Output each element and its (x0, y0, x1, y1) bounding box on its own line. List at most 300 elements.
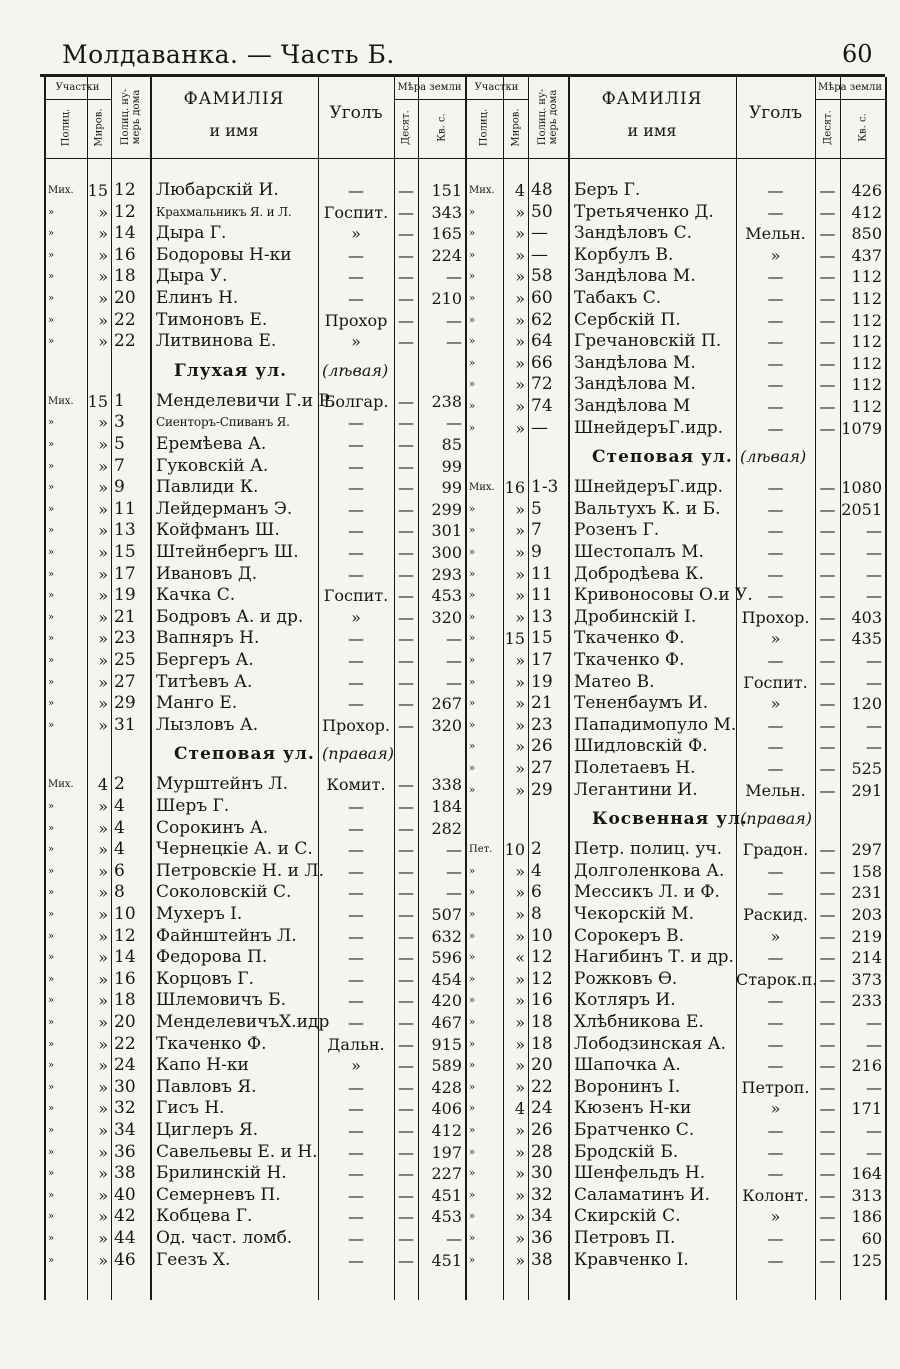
house-number-cell: 22 (114, 1033, 136, 1054)
area-cell: — (866, 672, 882, 692)
name-cell: Крахмальникъ Я. и Л. (156, 204, 292, 219)
house-number-cell: — (531, 417, 548, 438)
area-cell: — (866, 1142, 882, 1162)
police-cell: » (469, 633, 476, 645)
page-title: Молдаванка. — Часть Б. (62, 40, 395, 69)
table-row (0, 672, 900, 694)
corner-cell: Старок.п. (736, 969, 818, 989)
police-cell: Мих. (469, 482, 495, 494)
house-number-cell: 24 (531, 1098, 553, 1119)
mirovoy-cell: » (515, 353, 525, 373)
table-row (0, 477, 900, 499)
area-cell: 112 (851, 267, 882, 287)
corner-cell: » (770, 629, 781, 649)
mirovoy-cell: » (515, 332, 525, 352)
area-cell: 1079 (841, 418, 882, 438)
name-cell: Мессикъ Л. и Ф. (574, 882, 720, 903)
header-uchastki: Участки (55, 82, 100, 93)
area-cell: 343 (431, 202, 462, 222)
header-surname: ФАМИЛІЯ (183, 89, 285, 109)
area-cell: 467 (431, 1013, 462, 1032)
house-number-cell: 17 (531, 650, 553, 670)
desyatina-cell: — (398, 926, 414, 946)
house-number-cell: 5 (114, 434, 125, 454)
desyatina-cell: — (819, 883, 836, 903)
house-number-cell: 26 (531, 1120, 553, 1140)
corner-cell: — (767, 397, 784, 416)
house-number-cell: 19 (531, 671, 553, 692)
mirovoy-cell: » (515, 926, 525, 946)
name-cell: Розенъ Г. (574, 520, 660, 541)
name-cell: Лейдерманъ Э. (156, 498, 293, 519)
area-cell: 453 (431, 1207, 462, 1227)
mirovoy-cell: » (98, 499, 108, 519)
desyatina-cell: — (398, 797, 414, 816)
police-cell: » (469, 952, 476, 964)
mirovoy-cell: » (98, 607, 108, 627)
desyatina-cell: — (819, 224, 836, 244)
desyatina-cell: — (398, 267, 414, 287)
name-cell: Мухеръ І. (156, 904, 243, 924)
name-cell: Тененбаумъ И. (574, 693, 709, 714)
name-cell: Рожковъ Ѳ. (574, 968, 678, 989)
mirovoy-cell: » (515, 715, 525, 735)
desyatina-cell: — (398, 694, 414, 714)
name-cell: Долголенкова А. (574, 860, 725, 881)
name-cell: Петровскіе Н. и Л. (156, 860, 324, 881)
desyatina-cell: — (398, 1164, 414, 1184)
area-cell: 426 (851, 181, 882, 200)
name-cell: Воронинъ І. (574, 1076, 681, 1097)
corner-cell: — (348, 521, 364, 541)
mirovoy-cell: » (515, 991, 525, 1011)
house-number-cell: 22 (531, 1076, 553, 1097)
corner-cell: — (348, 926, 364, 946)
desyatina-cell: — (819, 780, 836, 800)
street-side-label: (лѣвая) (740, 447, 807, 467)
name-cell: Гисъ Н. (156, 1098, 225, 1119)
corner-cell: — (348, 456, 364, 476)
mirovoy-cell: » (98, 543, 108, 562)
mirovoy-cell: » (515, 586, 525, 606)
police-cell: » (48, 314, 55, 326)
area-cell: 2051 (841, 499, 882, 519)
house-number-cell: 23 (531, 714, 553, 735)
desyatina-cell: — (819, 991, 836, 1011)
corner-cell: — (348, 435, 364, 454)
street-side-label: (правая) (740, 809, 813, 829)
table-row (0, 1206, 900, 1228)
header-land-measure: Мѣра земли (818, 82, 882, 93)
house-number-cell: 4 (114, 839, 125, 860)
header-mirov: Миров. (93, 107, 105, 147)
desyatina-cell: — (398, 969, 414, 989)
area-cell: 219 (851, 926, 882, 946)
desyatina-cell: — (398, 1142, 414, 1162)
name-cell: Менделевичи Г.и Р. (156, 390, 336, 411)
name-cell: Шенфельдъ Н. (574, 1163, 706, 1184)
mirovoy-cell: 4 (514, 181, 525, 200)
police-cell: » (48, 1081, 55, 1093)
desyatina-cell: — (398, 1056, 414, 1076)
police-cell: » (48, 995, 55, 1007)
desyatina-cell: — (819, 948, 836, 968)
police-cell: » (48, 1125, 55, 1136)
police-cell: » (469, 1254, 476, 1266)
corner-cell: — (348, 651, 364, 670)
name-cell: Титѣевъ А. (156, 671, 253, 692)
corner-cell: — (767, 289, 784, 308)
house-number-cell: 12 (114, 201, 136, 222)
area-cell: 112 (851, 375, 882, 395)
desyatina-cell: — (398, 224, 414, 244)
desyatina-cell: — (819, 926, 836, 946)
house-number-cell: 72 (531, 374, 553, 395)
police-cell: » (48, 568, 55, 580)
desyatina-cell: — (819, 267, 836, 287)
house-number-cell: 42 (114, 1206, 136, 1227)
police-cell: » (48, 1038, 55, 1050)
mirovoy-cell: » (98, 435, 108, 454)
table-row (0, 585, 900, 607)
corner-cell: — (348, 478, 364, 498)
table-row (0, 758, 900, 780)
house-number-cell: 32 (531, 1184, 553, 1205)
area-cell: 112 (851, 310, 882, 330)
house-number-cell: 1 (114, 390, 125, 411)
table-row (0, 882, 900, 904)
house-number-cell: 14 (114, 223, 136, 244)
police-cell: » (469, 357, 476, 369)
desyatina-cell: — (819, 1185, 836, 1205)
mirovoy-cell: » (515, 780, 525, 800)
desyatina-cell: — (398, 1185, 414, 1205)
corner-cell: — (348, 564, 364, 584)
name-cell: Чекорскій М. (574, 904, 695, 924)
desyatina-cell: — (398, 413, 414, 433)
mirovoy-cell: » (98, 651, 108, 670)
name-cell: Лызловъ А. (156, 714, 259, 735)
name-cell: Корцовъ Г. (156, 968, 254, 989)
corner-cell: — (767, 861, 784, 881)
house-number-cell: 34 (531, 1206, 553, 1227)
name-cell: Семерневъ П. (156, 1184, 281, 1205)
area-cell: 373 (851, 969, 882, 989)
corner-cell: Прохор. (322, 715, 390, 735)
corner-cell: — (348, 883, 364, 903)
name-cell: Шидловскій Ф. (574, 736, 708, 757)
house-number-cell: 32 (114, 1098, 136, 1119)
table-row (0, 926, 900, 948)
area-cell: 112 (851, 397, 882, 416)
mirovoy-cell: » (515, 245, 525, 265)
house-number-cell: 23 (114, 628, 136, 649)
area-cell: 507 (431, 905, 462, 924)
area-cell: 596 (431, 948, 462, 968)
mirovoy-cell: » (98, 715, 108, 735)
column-divider (87, 99, 88, 158)
desyatina-cell: — (398, 456, 414, 476)
desyatina-cell: — (819, 521, 836, 541)
column-divider (503, 99, 504, 158)
house-number-cell: 9 (114, 477, 125, 498)
table-row (0, 1098, 900, 1120)
name-cell: Кобцева Г. (156, 1206, 253, 1227)
police-cell: » (48, 633, 55, 645)
area-cell: — (866, 1013, 882, 1032)
name-cell: Корбулъ В. (574, 244, 674, 265)
house-number-cell: 21 (531, 693, 553, 714)
house-number-cell: 12 (114, 925, 136, 946)
corner-cell: — (767, 499, 784, 519)
name-cell: Петровъ П. (574, 1228, 676, 1248)
desyatina-cell: — (398, 1229, 414, 1248)
top-rule (40, 74, 885, 77)
table-row (0, 542, 900, 564)
desyatina-cell: — (819, 332, 836, 352)
corner-cell: — (348, 1185, 364, 1205)
name-cell: Зандѣловъ С. (574, 223, 693, 244)
area-cell: — (446, 267, 462, 287)
name-cell: Братченко С. (574, 1120, 695, 1140)
name-cell: Шапочка А. (574, 1055, 681, 1076)
police-cell: » (48, 503, 55, 515)
name-cell: Табакъ С. (574, 288, 662, 308)
name-cell: Скирскій С. (574, 1206, 681, 1227)
area-cell: 85 (441, 435, 462, 454)
name-cell: Шеръ Г. (156, 796, 230, 816)
area-cell: 293 (431, 564, 462, 584)
corner-cell: — (767, 883, 784, 903)
corner-cell: — (767, 202, 784, 222)
name-cell: Дыра У. (156, 266, 228, 287)
police-cell: » (469, 271, 476, 283)
corner-cell: — (348, 840, 364, 860)
area-cell: 1080 (841, 478, 882, 498)
header-mirov: Миров. (510, 107, 521, 147)
mirovoy-cell: 4 (97, 775, 108, 795)
police-cell: » (48, 844, 55, 856)
name-cell: Койфманъ Ш. (156, 520, 280, 541)
desyatina-cell: — (819, 759, 836, 778)
corner-cell: — (348, 1099, 364, 1119)
desyatina-cell: — (819, 310, 836, 330)
house-number-cell: 62 (531, 309, 553, 330)
desyatina-cell: — (819, 1142, 836, 1162)
corner-cell: — (348, 969, 364, 989)
mirovoy-cell: » (515, 1250, 525, 1270)
name-cell: Любарскій И. (156, 180, 279, 200)
police-cell: » (469, 1017, 476, 1028)
house-number-cell: 5 (531, 498, 542, 519)
house-number-cell: 8 (114, 882, 125, 903)
corner-cell: — (348, 672, 364, 692)
mirovoy-cell: » (98, 1013, 108, 1032)
house-number-cell: 15 (531, 628, 553, 649)
house-number-cell: 30 (531, 1163, 553, 1184)
desyatina-cell: — (819, 1056, 836, 1076)
corner-cell: — (348, 818, 364, 838)
desyatina-cell: — (819, 1207, 836, 1227)
area-cell: 850 (851, 224, 882, 244)
area-cell: 915 (431, 1034, 462, 1054)
name-cell: Зандѣлова М. (574, 374, 696, 395)
area-cell: — (446, 840, 462, 860)
mirovoy-cell: » (515, 224, 525, 244)
corner-cell: Градон. (742, 840, 809, 860)
police-cell: » (469, 401, 476, 412)
area-cell: 428 (431, 1077, 462, 1097)
mirovoy-cell: » (98, 1099, 108, 1119)
mirovoy-cell: » (98, 694, 108, 714)
mirovoy-cell: » (515, 310, 525, 330)
desyatina-cell: — (819, 1229, 836, 1248)
table-row (0, 266, 900, 288)
house-number-cell: 20 (114, 1012, 136, 1032)
name-cell: Файнштейнъ Л. (156, 925, 297, 946)
house-number-cell: 2 (531, 839, 542, 860)
name-cell: Федорова П. (156, 947, 268, 968)
area-cell: 171 (851, 1099, 882, 1119)
table-row (0, 288, 900, 310)
house-number-cell: 64 (531, 331, 553, 352)
desyatina-cell: — (819, 1077, 836, 1097)
house-number-cell: 36 (531, 1228, 553, 1248)
table-row (0, 1228, 900, 1250)
house-number-cell: 22 (114, 331, 136, 352)
desyatina-cell: — (819, 861, 836, 881)
name-cell: Бергеръ А. (156, 650, 254, 670)
header-poliz: Полиц. (60, 108, 71, 146)
desyatina-cell: — (398, 607, 414, 627)
desyatina-cell: — (398, 818, 414, 838)
area-cell: 216 (851, 1056, 882, 1076)
area-cell: 313 (851, 1185, 882, 1205)
name-cell: Котляръ И. (574, 990, 676, 1011)
desyatina-cell: — (398, 629, 414, 649)
desyatina-cell: — (398, 543, 414, 562)
police-cell: » (48, 698, 55, 710)
area-cell: 99 (441, 456, 462, 476)
area-cell: 406 (431, 1099, 462, 1119)
mirovoy-cell: 4 (514, 1099, 525, 1119)
desyatina-cell: — (819, 418, 836, 438)
mirovoy-cell: » (98, 245, 108, 265)
desyatina-cell: — (398, 991, 414, 1011)
area-cell: 203 (851, 905, 882, 924)
mirovoy-cell: » (98, 797, 108, 816)
mirovoy-cell: « (515, 948, 525, 968)
area-cell: 158 (851, 861, 882, 881)
area-cell: 184 (431, 797, 462, 816)
house-number-cell: 7 (531, 520, 542, 541)
corner-cell: — (767, 521, 784, 541)
desyatina-cell: — (819, 1121, 836, 1140)
name-cell: Хлѣбникова Е. (574, 1012, 704, 1032)
house-number-cell: 13 (114, 520, 136, 541)
police-cell: » (48, 1211, 55, 1223)
corner-cell: — (348, 1250, 364, 1270)
mirovoy-cell: » (515, 521, 525, 541)
house-number-cell: 25 (114, 650, 136, 670)
house-number-cell: 11 (531, 585, 553, 606)
mirovoy-cell: » (98, 586, 108, 606)
house-number-cell: — (531, 244, 548, 265)
name-cell: Савельевы Е. и Н. (156, 1141, 318, 1162)
house-number-cell: — (531, 223, 548, 244)
house-number-cell: 74 (531, 396, 553, 416)
mirovoy-cell: » (98, 521, 108, 541)
mirovoy-cell: » (515, 397, 525, 416)
desyatina-cell: — (819, 543, 836, 562)
police-cell: » (469, 1146, 476, 1158)
area-cell: — (446, 332, 462, 352)
house-number-cell: 18 (531, 1012, 553, 1032)
table-row (0, 969, 900, 991)
police-cell: » (48, 460, 55, 472)
area-cell: — (866, 521, 882, 541)
mirovoy-cell: » (98, 456, 108, 476)
header-poliz: Полиц. (478, 108, 490, 146)
corner-cell: — (767, 586, 784, 606)
corner-cell: — (348, 181, 364, 200)
corner-cell: Петроп. (741, 1077, 810, 1097)
house-number-cell: 13 (531, 606, 553, 627)
police-cell: » (48, 206, 55, 218)
house-number-cell: 30 (114, 1076, 136, 1097)
mirovoy-cell: » (98, 1164, 108, 1184)
police-cell: » (469, 763, 476, 774)
name-cell: Сиенторъ-Спиванъ Я. (156, 415, 290, 430)
house-number-cell: 4 (114, 796, 125, 816)
corner-cell: — (348, 543, 364, 562)
area-cell: 112 (851, 332, 882, 352)
name-cell: Манго Е. (156, 693, 238, 714)
police-cell: » (48, 525, 55, 537)
mirovoy-cell: » (98, 413, 108, 433)
area-cell: 420 (431, 991, 462, 1011)
mirovoy-cell: » (515, 905, 525, 924)
desyatina-cell: — (398, 202, 414, 222)
desyatina-cell: — (398, 861, 414, 881)
house-number-cell: 44 (114, 1228, 136, 1248)
street-side-label: (правая) (322, 744, 395, 764)
mirovoy-cell: » (515, 499, 525, 519)
area-cell: — (446, 883, 462, 903)
house-number-cell: 16 (531, 990, 553, 1011)
name-cell: Соколовскій С. (156, 882, 292, 903)
name-cell: Циглеръ Я. (156, 1120, 259, 1140)
desyatina-cell: — (398, 310, 414, 330)
area-cell: 451 (431, 1185, 462, 1205)
mirovoy-cell: » (515, 861, 525, 881)
house-number-cell: 9 (531, 542, 542, 562)
area-cell: 214 (851, 948, 882, 968)
area-cell: 231 (851, 883, 882, 903)
house-number-cell: 27 (114, 671, 136, 692)
name-cell: Сорокеръ В. (574, 925, 685, 946)
mirovoy-cell: » (515, 651, 525, 670)
corner-cell: — (348, 948, 364, 968)
house-number-cell: 60 (531, 288, 553, 308)
header-house-no: Полиц. ну-мерь дома (119, 88, 142, 145)
area-cell: 210 (431, 289, 462, 308)
desyatina-cell: — (398, 564, 414, 584)
area-cell: — (446, 310, 462, 330)
table-row (0, 245, 900, 267)
corner-cell: — (767, 543, 784, 562)
area-cell: 300 (431, 543, 462, 562)
